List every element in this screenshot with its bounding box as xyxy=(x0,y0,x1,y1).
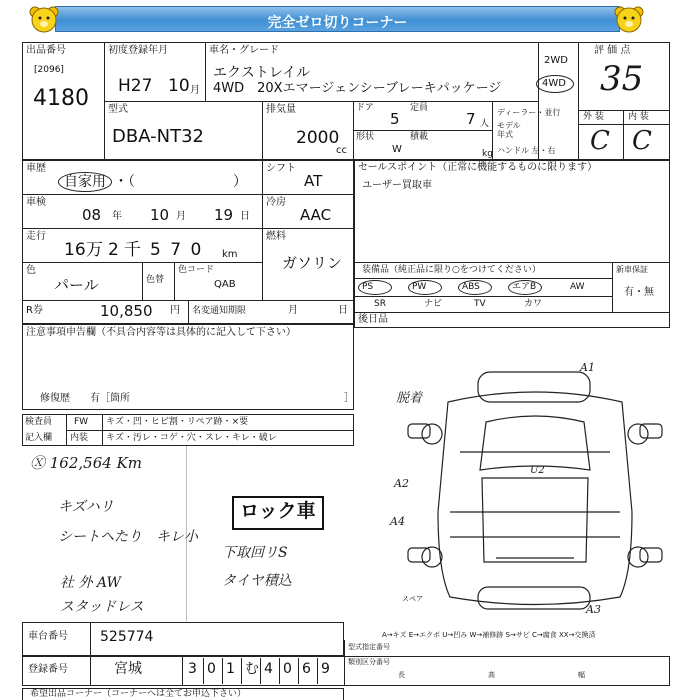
displacement-unit: cc xyxy=(336,145,347,156)
inspector-fw: FW xyxy=(74,417,89,427)
bear-mascot-icon xyxy=(27,4,61,34)
chassis-label: 車台番号 xyxy=(28,631,68,642)
new-warranty-label: 新車保証 xyxy=(616,265,648,274)
inspection-label: 車検 xyxy=(26,197,46,208)
inspection-day: 19 xyxy=(214,206,234,224)
damage-a2: A2 xyxy=(394,477,409,490)
shift-label: シフト xyxy=(266,163,296,174)
handle-label: ハンドル 左・右 xyxy=(497,146,556,155)
mileage-unit: km xyxy=(222,249,238,260)
inspector-fill-label: 記入欄 xyxy=(25,433,53,443)
inspection-day-unit: 日 xyxy=(240,211,250,222)
dealer-label: ディーラー・並行 xyxy=(497,108,561,117)
drive-2wd: 2WD xyxy=(544,55,568,66)
height-label: 高 xyxy=(488,671,495,679)
ac-value: AAC xyxy=(300,206,332,224)
mileage-label: 走行 xyxy=(26,231,46,242)
ac-label: 冷房 xyxy=(266,197,286,208)
hw-note2: シートヘたり キレ小 xyxy=(58,529,198,545)
plate-label: 登録番号 xyxy=(28,664,68,675)
mileage-man: 16 xyxy=(64,240,86,260)
car-grade: 4WD 20Xエマージェンシーブレーキパッケージ xyxy=(213,81,502,96)
shape-value: W xyxy=(392,144,402,155)
plate-digit-2: 1 xyxy=(226,661,235,677)
first-reg-month-unit: 月 xyxy=(190,85,200,96)
repair-bracket: ］ xyxy=(344,393,354,404)
mileage-rest: 5 7 0 xyxy=(150,240,204,260)
lot-sub: [2096] xyxy=(34,65,64,75)
inspection-month: 10 xyxy=(150,206,170,224)
sales-points-label: セールスポイント（正常に機能するものに限ります） xyxy=(358,162,598,173)
plate-digit-divider xyxy=(279,658,280,684)
notice-label: 名変通知期限 xyxy=(192,306,247,316)
color-change-label: 色替 xyxy=(146,275,165,285)
displacement-value: 2000 xyxy=(296,128,340,148)
history-rest: ・（ ） xyxy=(114,174,247,190)
displacement-label: 排気量 xyxy=(266,104,296,115)
exterior-label: 外 装 xyxy=(583,112,604,122)
first-reg-era: H27 xyxy=(118,76,153,96)
notice-month: 月 xyxy=(288,305,298,316)
equipment-item-4: AW xyxy=(570,282,585,292)
capacity-value: 7 xyxy=(466,110,476,128)
equipment-item-1: PW xyxy=(412,282,427,292)
mileage-sen: 2 xyxy=(108,240,119,260)
plate-region: 宮城 xyxy=(114,661,142,677)
inspection-month-unit: 月 xyxy=(176,211,186,222)
hw-mileage: Ⓧ 162,564 Km xyxy=(30,454,142,472)
first-reg-label: 初度登録年月 xyxy=(108,45,168,56)
class-spec-label: 類別区分番号 xyxy=(348,658,390,666)
name-label: 車名・グレード xyxy=(209,45,279,56)
lot-number: 4180 xyxy=(33,86,89,111)
capacity-unit: 人 xyxy=(480,119,490,129)
doors-label: ドア xyxy=(356,103,374,113)
car-name: エクストレイル xyxy=(213,65,311,81)
plate-digit-divider xyxy=(317,658,318,684)
inspector-label: 検査員 xyxy=(25,417,53,427)
fuel-label: 燃料 xyxy=(266,231,286,242)
type-spec-label: 型式指定番号 xyxy=(348,643,390,651)
shape-label: 形状 xyxy=(356,132,375,142)
plate-digit-7: 9 xyxy=(321,661,330,677)
interior-label: 内 装 xyxy=(628,112,649,122)
length-label: 長 xyxy=(398,671,405,679)
equipment-item2-0: SR xyxy=(374,299,386,309)
grade-score: 35 xyxy=(600,59,644,99)
damage-legend: A→キズ E→エクボ U→凹み W→補修跡 S→サビ C→腐食 XX→交換済 xyxy=(382,631,596,639)
bear-mascot-icon xyxy=(612,4,646,34)
first-reg-month: 10 xyxy=(168,76,190,96)
drive-4wd: 4WD xyxy=(542,78,566,89)
recycle-value: 10,850 xyxy=(100,302,153,320)
notes-label: 注意事項申告欄（不具合内容等は具体的に記入して下さい） xyxy=(26,327,296,338)
plate-digit-0: 3 xyxy=(188,661,197,677)
equipment-item2-1: ナビ xyxy=(424,299,443,309)
equipment-item-2: ABS xyxy=(462,282,480,292)
damage-a1: A1 xyxy=(580,361,595,374)
equipment-item-0: PS xyxy=(362,282,374,292)
recycle-unit: 円 xyxy=(170,305,180,316)
plate-digit-6: 6 xyxy=(302,661,311,677)
inspector-nw: 内装 xyxy=(70,433,89,443)
lot-label: 出品番号 xyxy=(26,45,66,56)
inspector-row1: キズ・凹・ヒビ割・リペア跡・×要 xyxy=(106,417,249,427)
damage-a4: A4 xyxy=(390,515,405,528)
hw-note6: タイヤ積込 xyxy=(222,573,292,589)
doors-value: 5 xyxy=(390,110,400,128)
colorcode-value: QAB xyxy=(214,279,236,290)
interior-grade: C xyxy=(632,126,652,156)
spare-label: スペア xyxy=(402,595,423,603)
capacity-label: 定員 xyxy=(410,103,429,113)
inspection-year: 08 xyxy=(82,206,102,224)
color-value: パール xyxy=(54,276,99,294)
fuel-value: ガソリン xyxy=(282,254,343,272)
equipment-label: 装備品（純正品に限り○をつけてください） xyxy=(362,265,541,275)
plate-digit-divider xyxy=(203,658,204,684)
banner-title: 完全ゼロ切りコーナー xyxy=(267,15,408,31)
model-year-label: モデル 年式 xyxy=(497,121,521,139)
plate-digit-4: 4 xyxy=(264,661,273,677)
colorcode-label: 色コード xyxy=(178,265,215,275)
hw-note4: スタッドレス xyxy=(60,599,144,615)
plate-digit-divider xyxy=(241,658,242,684)
repair-label: 修復歴 有［箇所 xyxy=(40,393,130,404)
plate-digit-divider xyxy=(222,658,223,684)
notice-day: 日 xyxy=(338,305,348,316)
exterior-grade: C xyxy=(590,126,610,156)
chassis-frame xyxy=(22,622,344,656)
color-label: 色 xyxy=(26,265,36,276)
hw-note3: 社 外 AW xyxy=(60,575,121,591)
plate-digit-divider xyxy=(260,658,261,684)
mileage-sen-unit: 千 xyxy=(124,240,141,260)
plate-digit-3: む xyxy=(245,661,259,677)
footer-text: 希望出品コーナー（コーナーへは全てお申込下さい） xyxy=(30,689,247,699)
plate-digit-1: 0 xyxy=(207,661,216,677)
mileage-man-unit: 万 xyxy=(86,240,103,260)
load-label: 積載 xyxy=(410,132,429,142)
damage-a3: A3 xyxy=(586,603,601,616)
history-value: 自家用 xyxy=(64,174,106,190)
new-warranty-value: 有・無 xyxy=(624,287,654,298)
hw-side-label: 脱着 xyxy=(396,391,423,406)
hw-note1: キズハリ xyxy=(58,499,114,515)
grade-label: 評 価 点 xyxy=(594,45,631,56)
inspector-row2: キズ・汚レ・コゲ・穴・スレ・キレ・破レ xyxy=(106,433,277,443)
inspection-year-unit: 年 xyxy=(112,211,122,222)
recycle-label: R券 xyxy=(26,305,43,316)
car-diagram xyxy=(400,362,670,622)
lock-stamp-text: ロック車 xyxy=(240,500,316,522)
model-label: 型式 xyxy=(108,104,128,115)
history-label: 車歴 xyxy=(26,163,46,174)
plate-digit-divider xyxy=(298,658,299,684)
damage-u2: U2 xyxy=(530,465,545,476)
after-parts-label: 後日品 xyxy=(358,314,388,325)
hw-note5: 下取回リS xyxy=(222,545,288,561)
shift-value: AT xyxy=(304,172,323,190)
corner-banner xyxy=(55,6,620,32)
width-label: 幅 xyxy=(578,671,585,679)
equipment-item2-3: カワ xyxy=(524,299,543,309)
model-value: DBA-NT32 xyxy=(112,126,204,147)
load-unit: kg xyxy=(482,149,493,159)
sales-points-text: ユーザー買取車 xyxy=(362,180,432,191)
equipment-item-3: エアB xyxy=(512,282,537,292)
chassis-value: 525774 xyxy=(100,629,154,645)
plate-digit-5: 0 xyxy=(283,661,292,677)
equipment-item2-2: TV xyxy=(474,299,486,309)
